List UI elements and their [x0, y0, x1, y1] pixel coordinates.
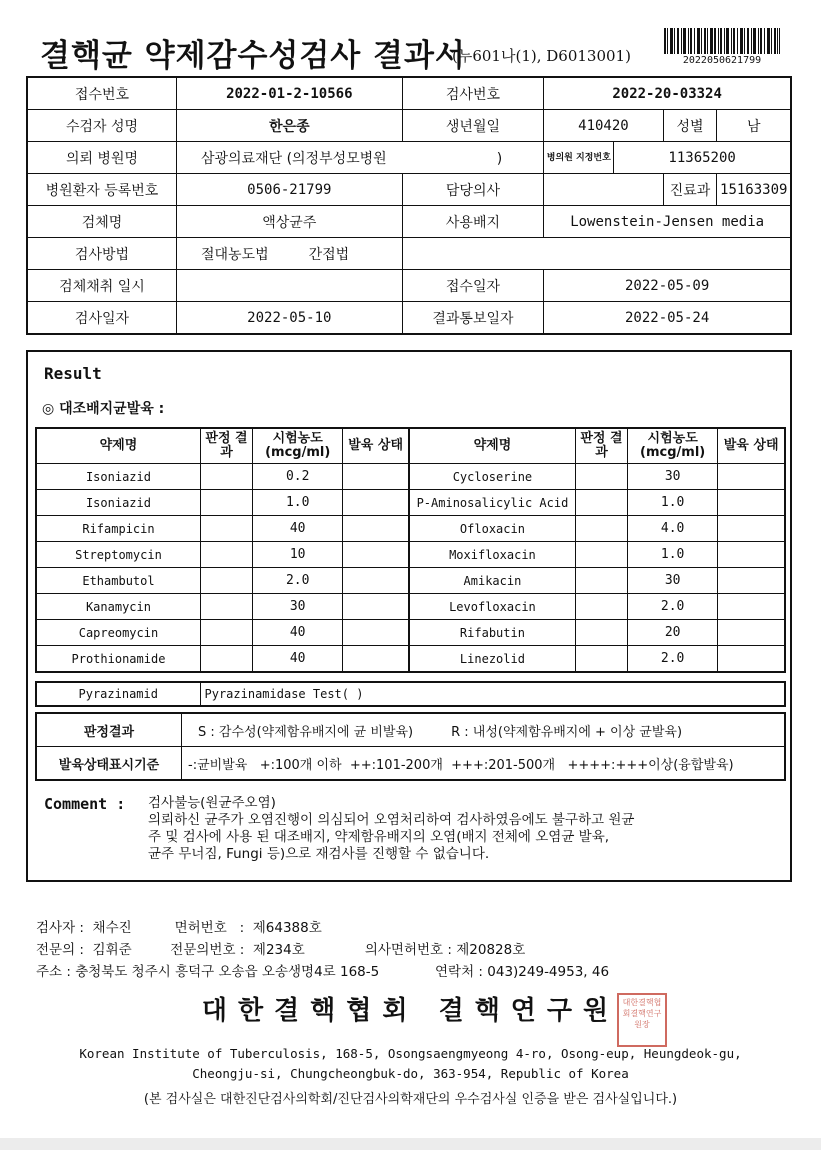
comment-line: 균주 무너짐, Fungi 등)으로 재검사를 진행할 수 없습니다. [148, 846, 490, 862]
growth-status [343, 464, 409, 490]
judge-result [200, 646, 252, 673]
reg-no: 0506-21799 [176, 174, 402, 206]
header-judge: 판정 결과 [575, 428, 627, 464]
test-concentration: 30 [628, 568, 718, 594]
growth-status [718, 464, 785, 490]
growth-status [718, 542, 785, 568]
header-drug: 약제명 [36, 428, 200, 464]
sex-label: 성별 [663, 110, 717, 142]
growth-status [718, 620, 785, 646]
patient-name: 한은종 [176, 110, 402, 142]
growth-legend: -:균비발육 +:100개 이하 ++:101-200개 +++:201-500개 ++++:+++이상(융합발육) [182, 747, 786, 781]
document-title: 결핵균 약제감수성검사 결과서 [40, 38, 466, 74]
judge-result [575, 464, 627, 490]
comment-text [148, 795, 776, 863]
patient-info-table [26, 76, 792, 335]
page-bottom-edge [0, 1138, 821, 1150]
drug-row [36, 542, 785, 568]
growth-status [718, 568, 785, 594]
sex-value: 남 [717, 110, 791, 142]
doctor-label: 담당의사 [402, 174, 544, 206]
test-concentration: 2.0 [253, 568, 343, 594]
judge-result [200, 464, 252, 490]
specimen-value: 액상균주 [176, 206, 402, 238]
official-seal: 대한결핵협회결핵연구원장 [617, 993, 667, 1047]
test-concentration: 1.0 [628, 542, 718, 568]
birth-value: 410420 [544, 110, 663, 142]
growth-status [343, 646, 409, 673]
drug-row [36, 464, 785, 490]
judge-result [200, 594, 252, 620]
reg-no-label: 병원환자 등록번호 [27, 174, 176, 206]
drug-name: Kanamycin [36, 594, 200, 620]
drug-name: P-Aminosalicylic Acid [409, 490, 575, 516]
test-concentration: 40 [253, 646, 343, 673]
test-concentration: 1.0 [628, 490, 718, 516]
judge-legend-label: 판정결과 [36, 713, 182, 747]
drug-row [36, 594, 785, 620]
test-no-label: 검사번호 [402, 77, 544, 110]
drug-name: Moxifloxacin [409, 542, 575, 568]
header-judge: 판정 결과 [200, 428, 252, 464]
growth-status [343, 594, 409, 620]
hospital-code-label: 병의원 지정번호 [544, 142, 614, 174]
growth-status [343, 516, 409, 542]
judge-result [200, 490, 252, 516]
growth-status [718, 516, 785, 542]
drug-name: Prothionamide [36, 646, 200, 673]
comment-line: 주 및 검사에 사용 된 대조배지, 약제함유배지의 오염(배지 전체에 오염균 발육, [148, 829, 610, 845]
growth-status [343, 620, 409, 646]
patient-name-label: 수검자 성명 [27, 110, 176, 142]
receive-value: 2022-05-09 [544, 270, 791, 302]
doctor-value [544, 174, 663, 206]
drug-name: Ethambutol [36, 568, 200, 594]
test-date-label: 검사일자 [27, 302, 176, 335]
growth-status [343, 568, 409, 594]
header-growth: 발육 상태 [343, 428, 409, 464]
drug-name: Linezolid [409, 646, 575, 673]
test-concentration: 2.0 [628, 646, 718, 673]
comment-label: Comment : [44, 795, 126, 813]
drug-table [35, 427, 786, 673]
growth-status [718, 594, 785, 620]
english-address-1: Korean Institute of Tuberculosis, 168-5, Osongsaengmyeong 4-ro, Osong-eup, Heungdeok-gu, [79, 1046, 742, 1061]
judge-result [575, 516, 627, 542]
pyrazinamid-label: Pyrazinamid [36, 682, 200, 706]
test-concentration: 0.2 [253, 464, 343, 490]
judge-result [575, 542, 627, 568]
drug-name: Capreomycin [36, 620, 200, 646]
growth-status [718, 646, 785, 673]
drug-name: Isoniazid [36, 490, 200, 516]
test-concentration: 1.0 [253, 490, 343, 516]
notify-label: 결과통보일자 [402, 302, 544, 335]
judge-result [575, 568, 627, 594]
test-concentration: 30 [253, 594, 343, 620]
medium-label: 사용배지 [402, 206, 544, 238]
test-concentration: 10 [253, 542, 343, 568]
drug-row [36, 568, 785, 594]
drug-name: Rifabutin [409, 620, 575, 646]
header-conc: 시험농도 (mcg/ml) [253, 428, 343, 464]
dept-value: 15163309 [717, 174, 791, 206]
hospital-label: 의뢰 병원명 [27, 142, 176, 174]
drug-name: Cycloserine [409, 464, 575, 490]
control-growth-label: ◎ 대조배지균발육 : [42, 401, 165, 417]
test-concentration: 40 [253, 620, 343, 646]
test-concentration: 20 [628, 620, 718, 646]
specialist-line: 전문의 : 김휘준 전문의번호 : 제234호 의사면허번호 : 제20828호 [36, 942, 526, 958]
drug-row [36, 516, 785, 542]
judge-result [200, 620, 252, 646]
drug-name: Levofloxacin [409, 594, 575, 620]
test-concentration: 40 [253, 516, 343, 542]
judge-result [200, 542, 252, 568]
header-drug: 약제명 [409, 428, 575, 464]
method-blank [402, 238, 791, 270]
judge-result [575, 620, 627, 646]
address-line: 주소 : 충청북도 청주시 흥덕구 오송읍 오송생명4로 168-5 연락처 : 043)249-4953, 46 [36, 964, 610, 980]
growth-status [343, 542, 409, 568]
test-date-value: 2022-05-10 [176, 302, 402, 335]
judge-result [575, 646, 627, 673]
birth-label: 생년월일 [402, 110, 544, 142]
barcode-icon [664, 28, 780, 54]
drug-row [36, 620, 785, 646]
tester-line: 검사자 : 채수진 면허번호 : 제64388호 [36, 920, 322, 936]
judge-result [200, 516, 252, 542]
drug-name: Ofloxacin [409, 516, 575, 542]
drug-name: Isoniazid [36, 464, 200, 490]
dept-label: 진료과 [663, 174, 717, 206]
drug-name: Rifampicin [36, 516, 200, 542]
receipt-no-label: 접수번호 [27, 77, 176, 110]
test-concentration: 4.0 [628, 516, 718, 542]
legend-table [35, 712, 786, 781]
growth-legend-label: 발육상태표시기준 [36, 747, 182, 781]
comment-line: 검사불능(원균주오염) [148, 795, 276, 811]
judge-legend: S : 감수성(약제함유배지에 균 비발육) R : 내성(약제함유배지에 + 이상 균발육) [182, 713, 786, 747]
test-concentration: 2.0 [628, 594, 718, 620]
judge-result [575, 594, 627, 620]
english-address-2: Cheongju-si, Chungcheongbuk-do, 363-954, Republic of Korea [192, 1066, 629, 1081]
pyrazinamidase-test: Pyrazinamidase Test( ) [200, 682, 785, 706]
notify-value: 2022-05-24 [544, 302, 791, 335]
method-values: 절대농도법 간접법 [176, 238, 402, 270]
receipt-no: 2022-01-2-10566 [176, 77, 402, 110]
method-label: 검사방법 [27, 238, 176, 270]
result-title: Result [44, 364, 102, 383]
header-growth: 발육 상태 [718, 428, 785, 464]
hospital-code: 11365200 [614, 142, 791, 174]
specimen-label: 검체명 [27, 206, 176, 238]
growth-status [718, 490, 785, 516]
receive-label: 접수일자 [402, 270, 544, 302]
drug-name: Amikacin [409, 568, 575, 594]
judge-result [200, 568, 252, 594]
collect-value [176, 270, 402, 302]
drug-row [36, 646, 785, 673]
hospital-name: 삼광의료재단 (의정부성모병원 ) [176, 142, 543, 174]
test-concentration: 30 [628, 464, 718, 490]
judge-result [575, 490, 627, 516]
growth-status [343, 490, 409, 516]
organization-name: 대한결핵협회 결핵연구원 [201, 996, 620, 1026]
certification-note: (본 검사실은 대한진단검사의학회/진단검사의학재단의 우수검사실 인증을 받은 검사실입니다.) [143, 1092, 678, 1107]
test-no: 2022-20-03324 [544, 77, 791, 110]
drug-name: Streptomycin [36, 542, 200, 568]
barcode-number: 2022050621799 [682, 55, 762, 66]
pyrazinamid-table [35, 681, 786, 707]
document-code: (누601나(1), D6013001) [452, 47, 631, 65]
collect-label: 검체채취 일시 [27, 270, 176, 302]
drug-row [36, 490, 785, 516]
header-conc: 시험농도 (mcg/ml) [628, 428, 718, 464]
medium-value: Lowenstein-Jensen media [544, 206, 791, 238]
comment-line: 의뢰하신 균주가 오염진행이 의심되어 오염처리하여 검사하였음에도 불구하고 원균 [148, 812, 635, 828]
